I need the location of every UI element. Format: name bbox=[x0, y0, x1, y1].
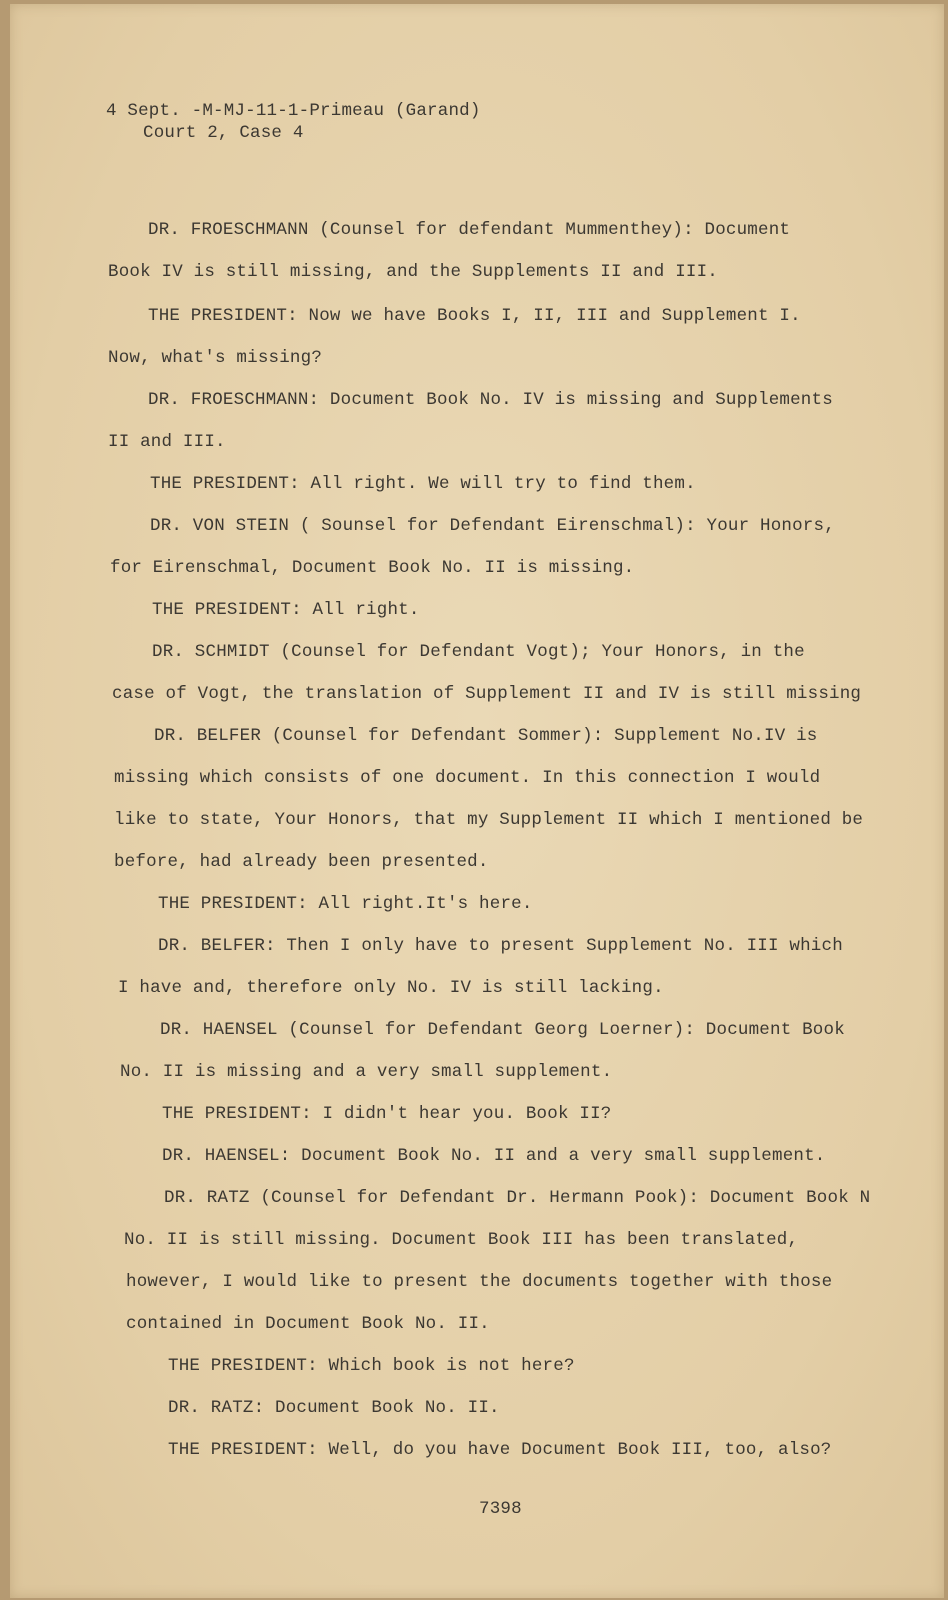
transcript-line: DR. FROESCHMANN (Counsel for defendant Mummenthey): Document bbox=[148, 220, 791, 240]
transcript-line: case of Vogt, the translation of Supplement II and IV is still missing bbox=[112, 684, 862, 704]
transcript-line: DR. RATZ: Document Book No. II. bbox=[168, 1398, 500, 1418]
transcript-line: II and III. bbox=[108, 432, 226, 452]
transcript-line: like to state, Your Honors, that my Supplement II which I mentioned be bbox=[114, 810, 864, 830]
transcript-line: contained in Document Book No. II. bbox=[126, 1314, 490, 1334]
transcript-line: No. II is missing and a very small supplement. bbox=[120, 1062, 613, 1082]
transcript-line: for Eirenschmal, Document Book No. II is missing. bbox=[110, 558, 635, 578]
transcript-line: DR. HAENSEL (Counsel for Defendant Georg Loerner): Document Book bbox=[160, 1020, 845, 1040]
transcript-line: THE PRESIDENT: Which book is not here? bbox=[168, 1356, 575, 1376]
transcript-line: DR. BELFER: Then I only have to present Supplement No. III which bbox=[158, 936, 843, 956]
transcript-line: Now, what's missing? bbox=[108, 348, 323, 368]
page-number: 7398 bbox=[479, 1499, 522, 1519]
transcript-line: THE PRESIDENT: Well, do you have Document Book III, too, also? bbox=[168, 1440, 832, 1460]
header-court-line: Court 2, Case 4 bbox=[143, 123, 304, 143]
transcript-line: DR. BELFER (Counsel for Defendant Sommer): Supplement No.IV is bbox=[154, 726, 818, 746]
transcript-line: THE PRESIDENT: I didn't hear you. Book II? bbox=[162, 1104, 612, 1124]
transcript-line: THE PRESIDENT: Now we have Books I, II, III and Supplement I. bbox=[148, 306, 801, 326]
transcript-line: DR. SCHMIDT (Counsel for Defendant Vogt); Your Honors, in the bbox=[152, 642, 805, 662]
transcript-line: THE PRESIDENT: All right. bbox=[152, 600, 420, 620]
transcript-line: THE PRESIDENT: All right.It's here. bbox=[158, 894, 533, 914]
transcript-line: missing which consists of one document. In this connection I would bbox=[114, 768, 821, 788]
transcript-line: however, I would like to present the documents together with those bbox=[126, 1272, 833, 1292]
transcript-line: I have and, therefore only No. IV is still lacking. bbox=[118, 978, 664, 998]
header-session-line: 4 Sept. -M-MJ-11-1-Primeau (Garand) bbox=[106, 101, 481, 121]
transcript-line: DR. RATZ (Counsel for Defendant Dr. Hermann Pook): Document Book N bbox=[164, 1188, 871, 1208]
transcript-line: DR. VON STEIN ( Sounsel for Defendant Eirenschmal): Your Honors, bbox=[150, 516, 835, 536]
transcript-body bbox=[10, 4, 944, 1598]
transcript-line: DR. FROESCHMANN: Document Book No. IV is missing and Supplements bbox=[148, 390, 833, 410]
transcript-line: DR. HAENSEL: Document Book No. II and a very small supplement. bbox=[162, 1146, 826, 1166]
transcript-line: before, had already been presented. bbox=[114, 852, 489, 872]
transcript-line: THE PRESIDENT: All right. We will try to find them. bbox=[150, 474, 696, 494]
transcript-line: No. II is still missing. Document Book III has been translated, bbox=[124, 1230, 799, 1250]
transcript-line: Book IV is still missing, and the Supplements II and III. bbox=[108, 262, 718, 282]
document-page bbox=[10, 4, 944, 1598]
